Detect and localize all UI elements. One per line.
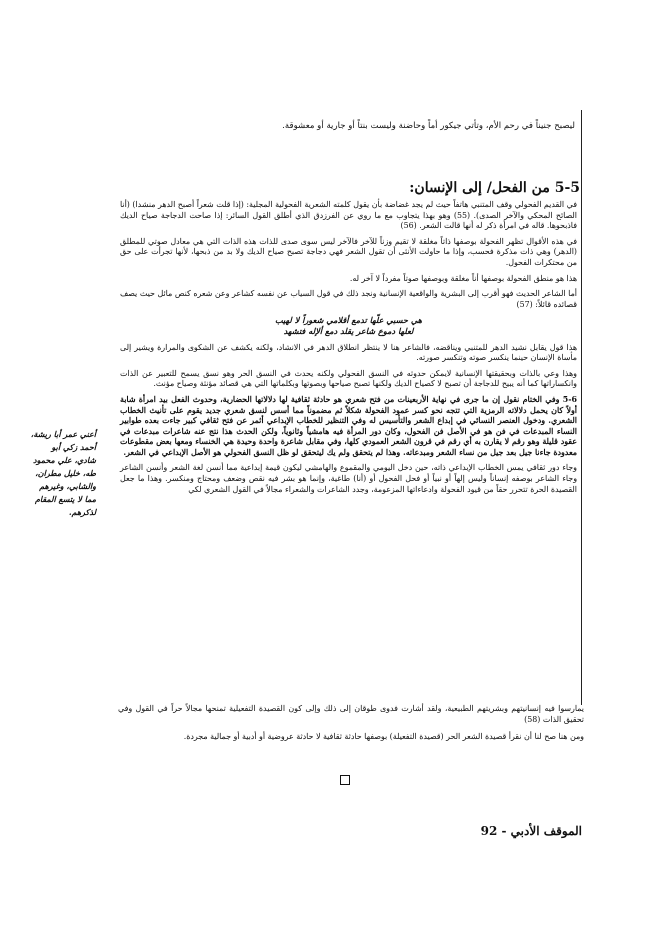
page-footer: الموقف الأدبي - 92 [480, 824, 582, 838]
paragraph: أما الشاعر الحديث فهو أقرب إلى البشرية والواقعية الإنسانية ونجد ذلك في قول السياب عن نفسه كشاعر وعن شعره كنص مائل حيث يصف قصائده قائلاً: (57) [120, 289, 577, 309]
lower-text [118, 704, 584, 748]
paragraph: في القديم الفحولي وقف المتنبي هاتفاً حيث لم يجد غضاضة بأن يقول كلمته الشعرية الفحولية المجلية: (إذا قلت شعراً أصبح الدهر منشدا) (أنا الصائح المحكي والآخر الصدى). (55) وهو بهذا يتجاوب مع ما روي عن الفرزدق الذي أطلق القول السائر: إذا صاحت الدجاجة صياح الديك فاذبحوها. قاله في امرأة ذكر له أنها قالت الشعر. (56) [120, 200, 577, 231]
poem-quote [120, 315, 577, 336]
main-text [120, 200, 577, 500]
paragraph: وجاء دور ثقافي يمس الخطاب الإبداعي ذاته، حين دخل اليومي والمقموع والهامشي ليكون قيمة إبداعية مما أنسن لغة الشعر وأنسن الشاعر وجاء الشاعر بوصفه إنساناً وليس إلهاً أو نبياً أو فحل الفحول أو (أنا) طاغية، وإنما هو بشر فيه نقص وضعف ومحتاج ومنكسر. وهذا ما جعل القصيدة الحرة تتحرر حقاً من قيود الفحولة وادعاءاتها المزعومة، وجدد الشاعرات والشعراء مجالاً في القول الشعري لكي [120, 463, 577, 494]
intro-line: ليصبح جنيناً في رحم الأم، وتأتي جيكور أماً وحاضنة وليست بنتاً أو جارية أو معشوقة. [282, 121, 575, 131]
paragraph: هذا هو منطق الفحولة بوصفها أناً مغلقة وبوصفها صوتاً مفرداً لا آخر له. [349, 273, 577, 283]
paragraph: هذا قول يقابل نشيد الدهر للمتنبي ويناقضه، فالشاعر هنا لا ينتظر انطلاق الدهر في الانشاد، ولكنه يكشف عن الشكوى والمرارة ويشير إلى مأساة الإنسان حينما ينكسر صوته وتنكسر صورته. [120, 342, 577, 363]
conclusion-paragraph: 5-6 وفي الختام نقول إن ما جرى في نهاية الأربعينات من فتح شعري هو حادثة ثقافية لها دلالاتها الحضارية، وحدوث الفعل بيد امرأة شابة أولاً كان يحمل دلالاته الرمزية التي تتجه نحو كسر عمود الفحولة شكلاً ثم مضموناً مما أسس لنسق شعري جديد يقوم على تأنيث الخطاب الشعري. ودخول العنصر النسائي في إبداع الشعر والتأسيس له وفي التنظير للخطاب الإبداعي أثمر عن فتح ثقافي كبير جاءت بعده طوابير النساء المبدعات في فن هو في الأصل فن الفحول، وكان دور المرأة فيه هامشياً وثانوياً، ولكن الحدث هذا نتج عنه شاعرات مبدعات في عقود قليلة وهو رقم لا يقارن به أي رقم في قرون الشعر العمودي كلها، وفي مقابل شاعرة واحدة وحيدة هي الخنساء ومعها بعض مقطوعات معدودة جاءنا جيل بعد جيل من نساء الشعر ومبدعاته. وهذا لم يتحقق ولم يك ليتحقق لو ظل النسق الفحولي هو الأصل الإبداعي في الشعر. [120, 394, 577, 457]
poem-line: لعلها دموع شاعر يقلد دمع ألإله فتشهد [283, 325, 414, 336]
paragraph: يمارسوا فيه إنسانيتهم وبشريتهم الطبيعية، ولقد أشارت فدوى طوقان إلى ذلك وإلى كون القصيدة التفعيلية تمنحها مجالاً حراً في القول وفي تحقيق الذات (58) [118, 704, 584, 724]
paragraph: في هذه الأقوال تظهر الفحولة بوصفها ذاتاً مغلقة لا تقيم وزناً للآخر فالآخر ليس سوى صدى للذات هذه الذات التي هي معادل صوتي للمطلق (الدهر) وهي ذات مذكرة فحسب، وإذا ما حاولت الأنثى أن تقول الشعر فهي دجاجة تصبح صياح الديك ولا بد من ذبحها، لأنها تجرأت على حق من محتكرات الفحول. [120, 236, 577, 267]
paragraph: وهذا وعي بالذات وبحقيقتها الإنسانية لايمكن حدوثه في النسق الفحولي ولكنه يحدث في النسق الحر وهو نسق يسمح للتعبير عن الذات وانكساراتها كما أنه يبيح للدجاجة أن تصبح لا كصياح الديك ولكنها تصبح صياحها وبصوتها وبكلماتها التي هي قصائد مؤنثة وصياح مؤنث. [120, 368, 577, 389]
section-heading: 5-5 من الفحل/ إلى الإنسان: [409, 180, 580, 196]
margin-note: أعني عمر أبا ريشة، أحمد زكي أبو شادي، علي محمود طه، خليل مطران، والشابي، وغيرهم مما لا يتسع المقام لذكرهم. [30, 429, 96, 517]
end-square-icon [340, 775, 350, 785]
column-rule [581, 110, 582, 705]
poem-line: هي حسبي علّها تدمع أقلامي شعوراً لا لهيب [275, 315, 422, 326]
paragraph: ومن هنا صح لنا أن نقرأ قصيدة الشعر الحر (قصيدة التفعيلة) بوصفها حادثة ثقافية لا حادثة عروضية أو أدبية أو جمالية مجردة. [183, 731, 584, 741]
